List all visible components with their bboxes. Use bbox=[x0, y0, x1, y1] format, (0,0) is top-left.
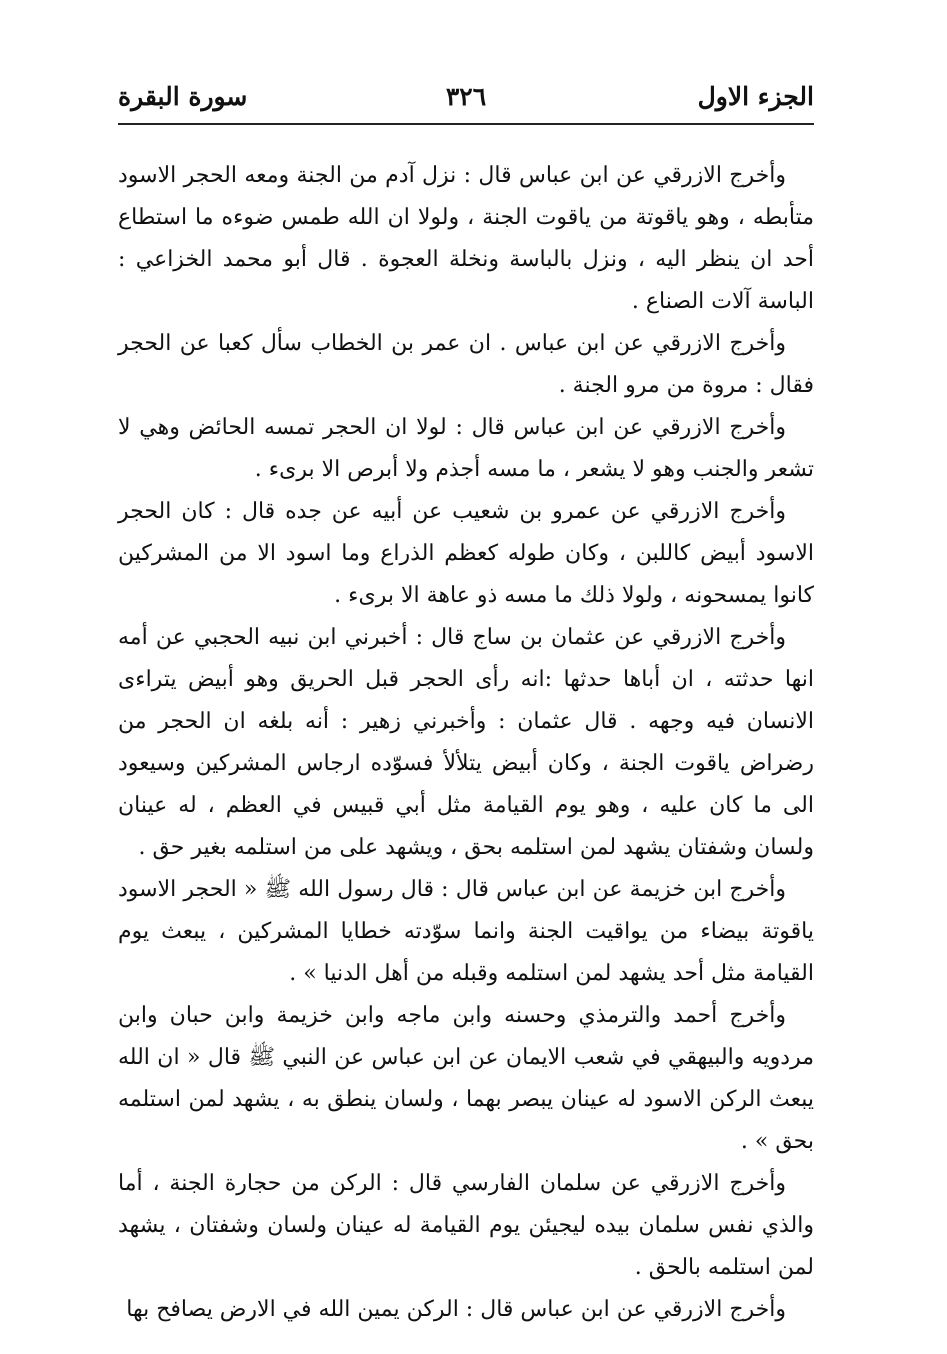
paragraph: وأخرج الازرقي عن ابن عباس قال : نزل آدم من الجنة ومعه الحجر الاسود متأبطه ، وهو ياقوتة من ياقوت الجنة ، ولولا ان الله طمس ضوءه ما استطاع أحد ان ينظر اليه ، ونزل بالباسة ونخلة العجوة . قال أبو محمد الخزاعي : الباسة آلات الصناع . bbox=[118, 163, 814, 314]
paragraph: وأخرج الازرقي عن عثمان بن ساج قال : أخبرني ابن نبيه الحجبي عن أمه انها حدثته ، ان أباها حدثها :انه رأى الحجر قبل الحريق وهو أبيض يتراءى الانسان فيه وجهه . قال عثمان : وأخبرني زهير : أنه بلغه ان الحجر من رضراض ياقوت الجنة ، وكان أبيض يتلألأ فسوّده ارجاس المشركين وسيعود الى ما كان عليه ، وهو يوم القيامة مثل أبي قبيس في العظم ، له عينان ولسان وشفتان يشهد لمن استلمه بحق ، ويشهد على من استلمه بغير حق . bbox=[118, 625, 814, 860]
paragraph: وأخرج الازرقي عن سلمان الفارسي قال : الركن من حجارة الجنة ، أما والذي نفس سلمان بيده ليجيئن يوم القيامة له عينان ولسان وشفتان ، يشهد لمن استلمه بالحق . bbox=[118, 1171, 814, 1280]
paragraph: وأخرج الازرقي عن ابن عباس قال : الركن يمين الله في الارض يصافح بها bbox=[126, 1297, 786, 1322]
page-number: ٣٢٦ bbox=[445, 82, 487, 111]
main-text bbox=[118, 155, 814, 1331]
paragraph: وأخرج الازرقي عن ابن عباس . ان عمر بن الخطاب سأل كعبا عن الحجر فقال : مروة من مرو الجنة . bbox=[118, 331, 814, 398]
paragraph: وأخرج ابن خزيمة عن ابن عباس قال : قال رسول الله ﷺ « الحجر الاسود ياقوتة بيضاء من يواقيت الجنة وانما سوّدته خطايا المشركين ، يبعث يوم القيامة مثل أحد يشهد لمن استلمه وقبله من أهل الدنيا » . bbox=[118, 877, 814, 986]
paragraph: وأخرج أحمد والترمذي وحسنه وابن ماجه وابن خزيمة وابن حبان وابن مردويه والبيهقي في شعب الايمان عن ابن عباس عن النبي ﷺ قال « ان الله يبعث الركن الاسود له عينان يبصر بهما ، ولسان ينطق به ، يشهد لمن استلمه بحق » . bbox=[118, 1003, 814, 1154]
header-rule bbox=[118, 123, 814, 125]
surah-title: سورة البقرة bbox=[118, 82, 248, 111]
running-header bbox=[118, 76, 814, 120]
paragraph: وأخرج الازرقي عن ابن عباس قال : لولا ان الحجر تمسه الحائض وهي لا تشعر والجنب وهو لا يشعر ، ما مسه أجذم ولا أبرص الا برىء . bbox=[118, 415, 814, 482]
part-title: الجزء الاول bbox=[697, 82, 814, 111]
paragraph: وأخرج الازرقي عن عمرو بن شعيب عن أبيه عن جده قال : كان الحجر الاسود أبيض كاللبن ، وكان طوله كعظم الذراع وما اسود الا من المشركين كانوا يمسحونه ، ولولا ذلك ما مسه ذو عاهة الا برىء . bbox=[118, 499, 814, 608]
